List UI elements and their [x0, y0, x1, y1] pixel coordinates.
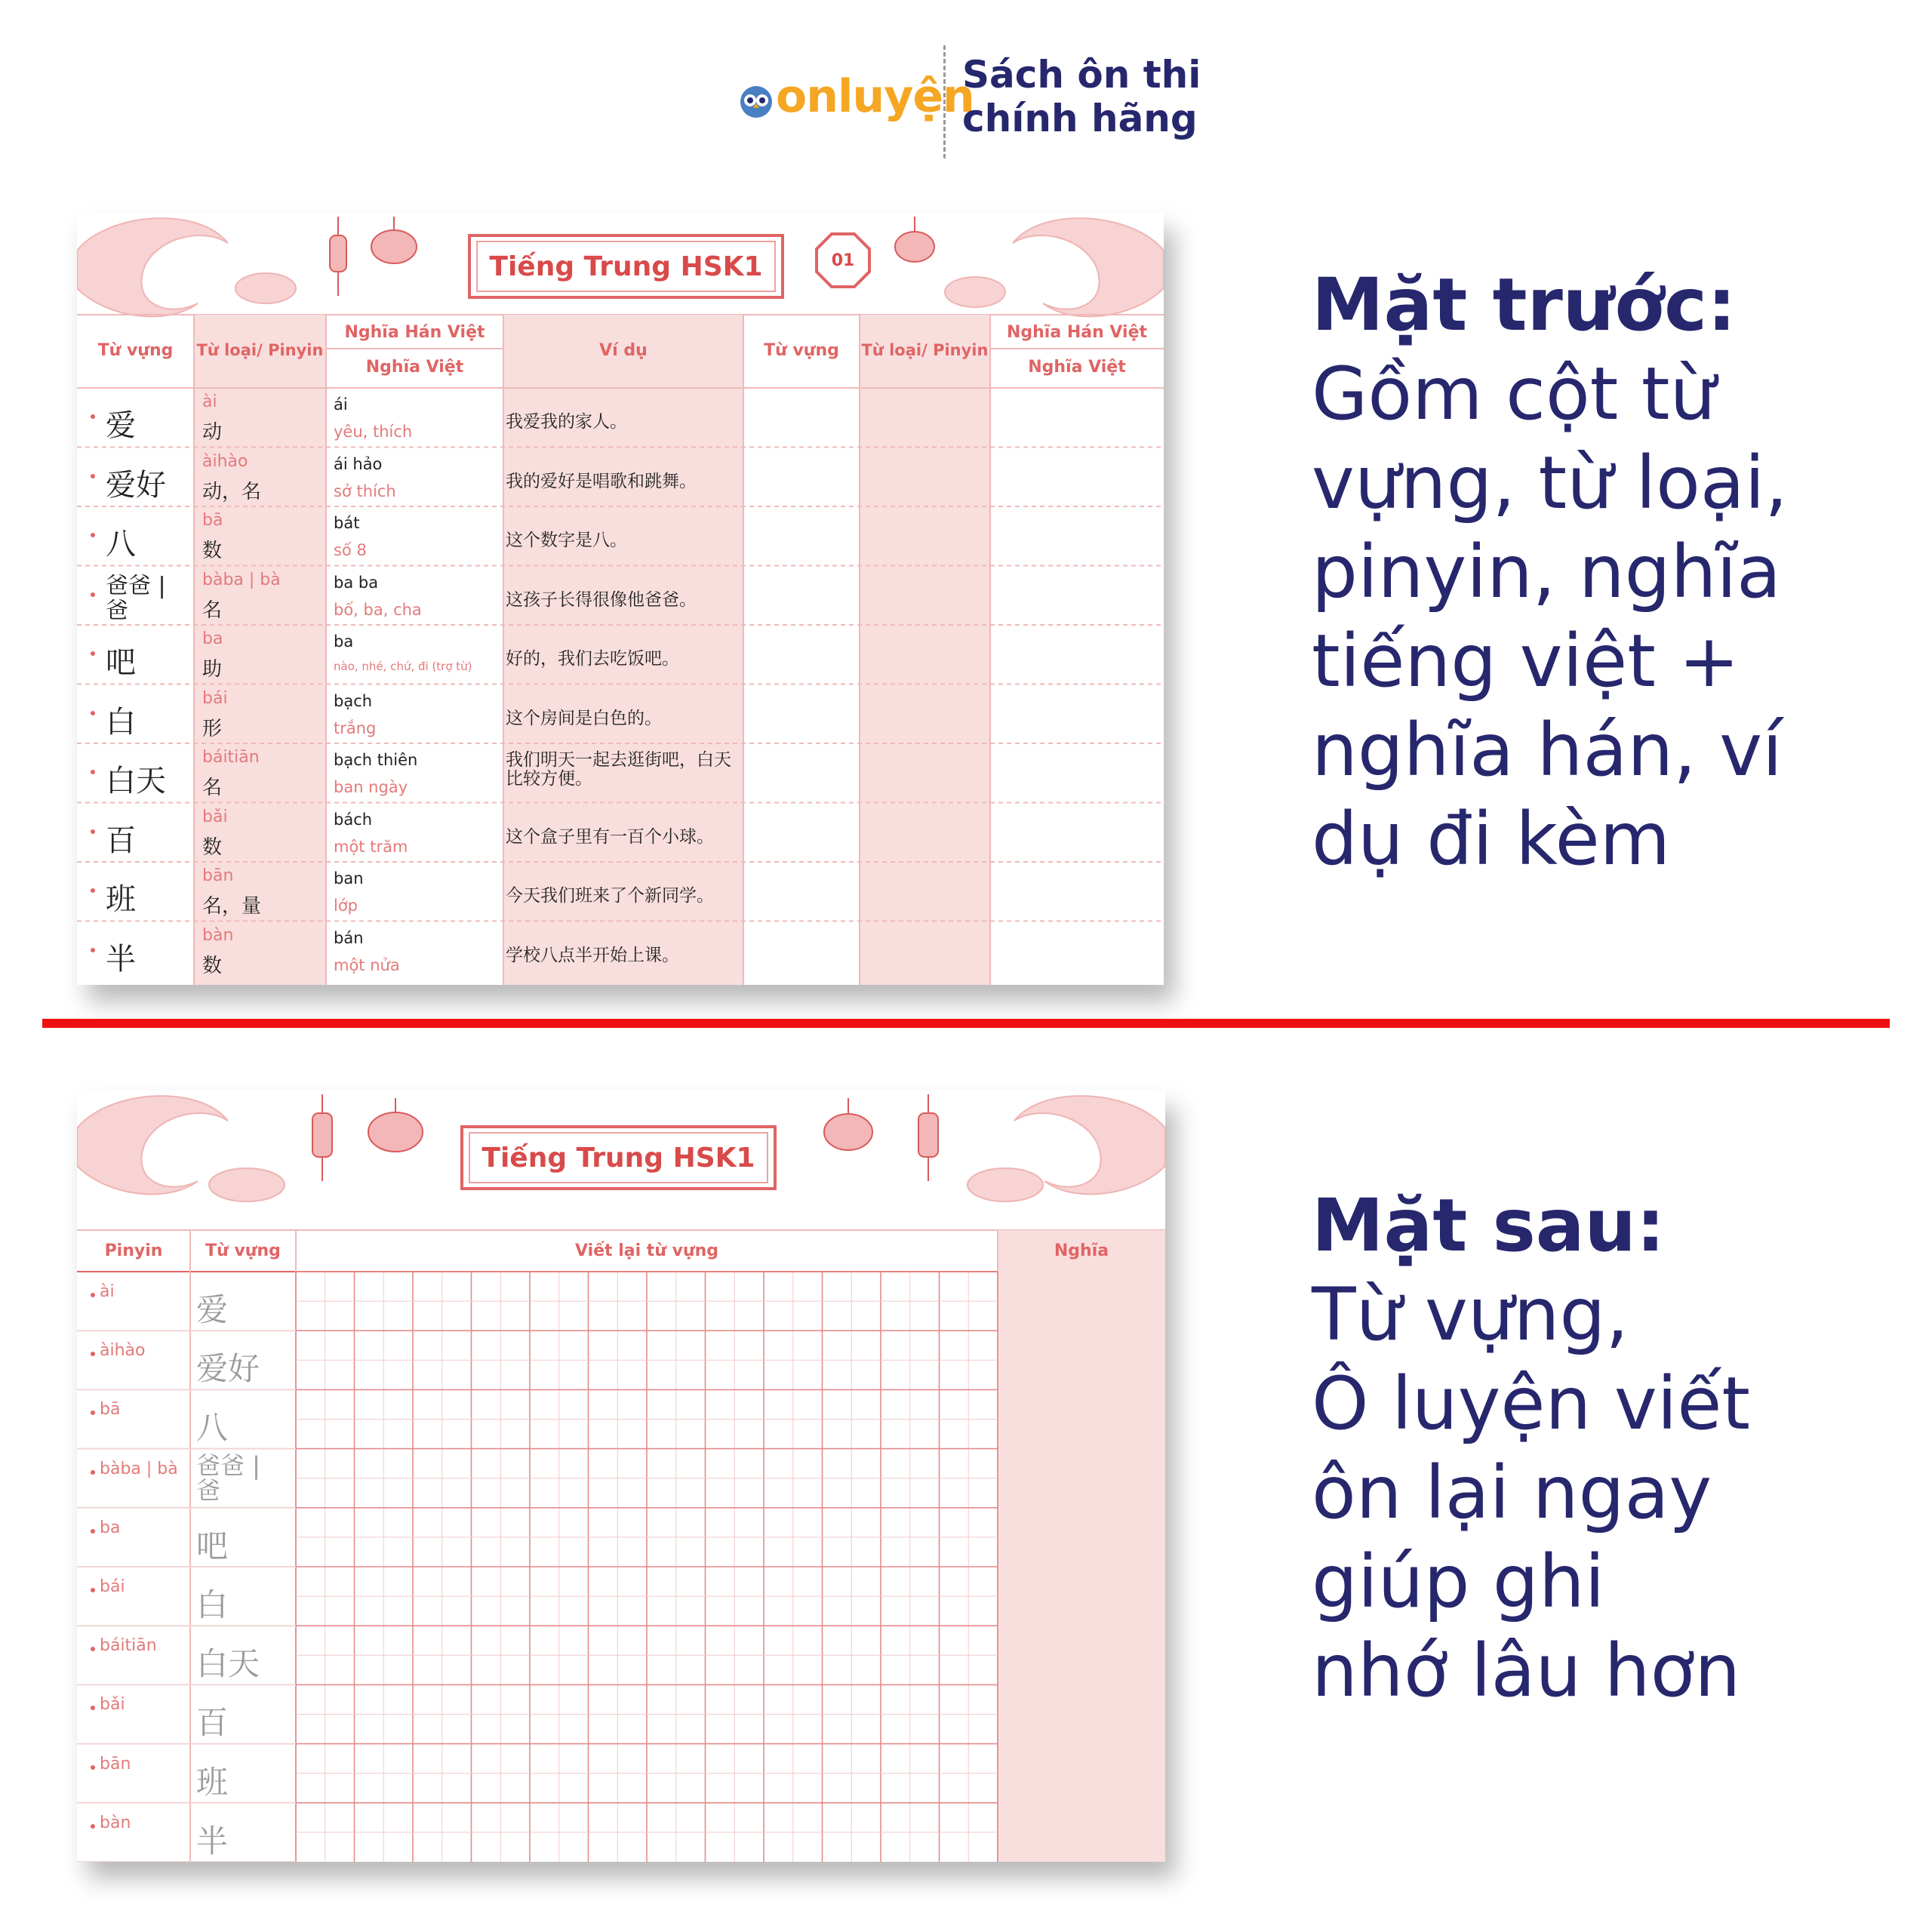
meaning: ban ngày: [334, 778, 408, 796]
han-viet: ba ba: [334, 573, 379, 592]
word-type: 名: [202, 598, 223, 622]
word-type: 名，量: [202, 895, 262, 918]
pinyin: bǎi: [100, 1695, 125, 1715]
back-description-heading: Mặt sau:: [1312, 1183, 1666, 1268]
pinyin: bái: [100, 1577, 125, 1596]
back-header-vocab: Từ vựng: [205, 1241, 281, 1260]
han-viet: bạch thiên: [334, 751, 418, 769]
example-sentence: 这个盒子里有一百个小球。: [506, 826, 714, 847]
meaning: một nửa: [334, 955, 400, 974]
word-type: 动，名: [202, 480, 262, 503]
back-description-line: giúp ghi: [1312, 1540, 1605, 1624]
pinyin: ba: [202, 629, 223, 648]
vocab-word: 吧: [106, 645, 136, 680]
pinyin: ài: [202, 392, 217, 411]
vocab-word: 爸爸 | 爸: [196, 1451, 260, 1506]
han-viet: ban: [334, 869, 364, 888]
front-title: Tiếng Trung HSK1: [489, 251, 763, 282]
word-type: 数: [202, 835, 223, 859]
vocab-word: 百: [106, 823, 136, 858]
vocab-word: 爱: [106, 408, 136, 443]
header-han-viet: Nghĩa Hán Việt: [344, 323, 485, 342]
pinyin: bàn: [202, 925, 234, 945]
word-type: 形: [202, 717, 223, 740]
bullet-dot: [91, 1765, 95, 1770]
meaning: trắng: [334, 718, 377, 737]
back-description-line: nhớ lâu hơn: [1312, 1629, 1741, 1713]
bullet-dot: [91, 948, 95, 952]
tagline-line-2: chính hãng: [962, 97, 1198, 140]
example-sentence: 这孩子长得很像他爸爸。: [506, 589, 697, 610]
vocab-word: 白: [106, 704, 136, 740]
front-description-line: pinyin, nghĩa: [1312, 530, 1781, 614]
back-title: Tiếng Trung HSK1: [481, 1142, 755, 1174]
example-sentence: 我爱我的家人。: [506, 412, 627, 432]
vocab-word: 吧: [196, 1527, 229, 1564]
pinyin: àihào: [100, 1341, 146, 1361]
pinyin: bān: [202, 866, 234, 885]
meaning: một trăm: [334, 837, 408, 856]
example-sentence: 今天我们班来了个新同学。: [506, 886, 714, 906]
tagline-line-1: Sách ôn thi: [962, 53, 1201, 97]
header-type-pinyin: Từ loại/ Pinyin: [196, 341, 324, 359]
pinyin: báitiān: [100, 1636, 157, 1656]
header-vocab-2: Từ vựng: [764, 341, 839, 360]
header-example: Ví dụ: [599, 341, 648, 360]
example-sentence: 这个数字是八。: [506, 531, 627, 550]
bullet-dot: [91, 414, 95, 419]
meaning: lớp: [334, 897, 358, 915]
example-sentence: 我们明天一起去逛街吧，白天比较方便。: [506, 750, 731, 789]
page-number: 01: [831, 251, 855, 270]
back-header-meaning: Nghĩa: [1054, 1241, 1109, 1260]
front-description-heading: Mặt trước:: [1312, 263, 1737, 347]
han-viet: ái hảo: [334, 454, 383, 473]
example-sentence: 学校八点半开始上课。: [506, 945, 679, 965]
meaning: sở thích: [334, 481, 396, 500]
header-han-viet-2: Nghĩa Hán Việt: [1006, 323, 1148, 342]
example-sentence: 这个房间是白色的。: [506, 708, 662, 728]
han-viet: bạch: [334, 691, 373, 710]
back-worksheet: [77, 1091, 1165, 1862]
bullet-dot: [91, 1824, 95, 1829]
meaning: nào, nhé, chứ, đi (trợ từ): [334, 660, 472, 673]
pinyin: bān: [100, 1754, 131, 1774]
front-worksheet: [77, 213, 1164, 985]
header-nghia-viet: Nghĩa Việt: [365, 358, 464, 377]
vocab-word: 班: [106, 882, 136, 917]
header-nghia-viet-2: Nghĩa Việt: [1028, 358, 1126, 377]
pinyin: báitiān: [202, 748, 260, 767]
pinyin: bàn: [100, 1813, 131, 1832]
vocab-word: 白天: [196, 1645, 260, 1683]
bullet-dot: [91, 1529, 95, 1534]
back-header-pinyin: Pinyin: [104, 1241, 163, 1260]
front-description-line: tiếng việt +: [1312, 619, 1740, 703]
han-viet: ba: [334, 632, 354, 651]
pinyin: àihào: [202, 451, 248, 471]
word-type: 动: [202, 421, 223, 444]
vocab-word: 爱好: [106, 467, 166, 503]
header-type-pinyin-2: Từ loại/ Pinyin: [861, 341, 989, 359]
logo-text: onluyện: [776, 70, 974, 123]
vocab-word: 爸爸 | 爸: [106, 572, 166, 624]
back-description: [1312, 1181, 1750, 1715]
example-sentence: 我的爱好是唱歌和跳舞。: [506, 471, 697, 491]
brand-logo: [740, 64, 974, 132]
word-type: 助: [202, 658, 223, 681]
back-description-line: Ô luyện viết: [1312, 1361, 1751, 1446]
header-divider: [943, 45, 946, 158]
bullet-dot: [91, 829, 95, 834]
front-description: [1312, 260, 1788, 884]
pinyin: ba: [100, 1518, 121, 1537]
meaning: số 8: [334, 541, 367, 559]
front-description-line: vựng, từ loại,: [1312, 441, 1788, 525]
word-type: 数: [202, 540, 223, 562]
bullet-dot: [91, 770, 95, 774]
bullet-dot: [91, 1293, 95, 1297]
section-divider: [42, 1019, 1890, 1028]
meaning: bố, ba, cha: [334, 600, 422, 619]
back-header-rewrite: Viết lại từ vựng: [574, 1241, 719, 1260]
meaning: yêu, thích: [334, 423, 413, 441]
pinyin: bǎi: [202, 807, 228, 826]
han-viet: bách: [334, 810, 373, 829]
bullet-dot: [91, 651, 95, 656]
bullet-dot: [91, 1588, 95, 1592]
bullet-dot: [91, 533, 95, 537]
back-description-line: ôn lại ngay: [1312, 1451, 1712, 1535]
vocab-word: 半: [106, 941, 136, 977]
pinyin: bā: [100, 1400, 121, 1420]
pinyin: bā: [202, 511, 223, 530]
vocab-word: 八: [106, 527, 136, 561]
bullet-dot: [91, 592, 95, 597]
bullet-dot: [91, 711, 95, 715]
vocab-word: 白天: [106, 764, 166, 798]
pinyin: bàba | bà: [202, 570, 281, 589]
pinyin: ài: [100, 1282, 115, 1301]
vocab-word: 爱好: [196, 1350, 260, 1388]
bullet-dot: [91, 888, 95, 893]
vocab-word: 半: [196, 1822, 229, 1860]
vocab-word: 班: [196, 1763, 229, 1801]
front-description-line: nghĩa hán, ví: [1312, 708, 1783, 792]
front-description-line: dụ đi kèm: [1312, 797, 1671, 881]
owl-icon: [740, 81, 776, 126]
han-viet: bát: [334, 514, 360, 532]
word-type: 名: [202, 777, 223, 799]
vocab-word: 爱: [196, 1291, 229, 1328]
back-description-line: Từ vựng,: [1312, 1272, 1629, 1357]
vocab-word: 白: [196, 1586, 229, 1623]
bullet-dot: [91, 474, 95, 478]
bullet-dot: [91, 1470, 95, 1475]
pinyin: bái: [202, 688, 228, 708]
han-viet: bán: [334, 928, 364, 947]
front-description-line: Gồm cột từ: [1312, 352, 1716, 436]
pinyin: bàba | bà: [100, 1459, 178, 1478]
vocab-word: 八: [196, 1409, 229, 1447]
header-vocab: Từ vựng: [97, 341, 174, 360]
example-sentence: 好的，我们去吃饭吧。: [506, 649, 679, 669]
word-type: 数: [202, 954, 223, 977]
vocab-word: 百: [196, 1704, 229, 1742]
han-viet: ái: [334, 395, 348, 414]
